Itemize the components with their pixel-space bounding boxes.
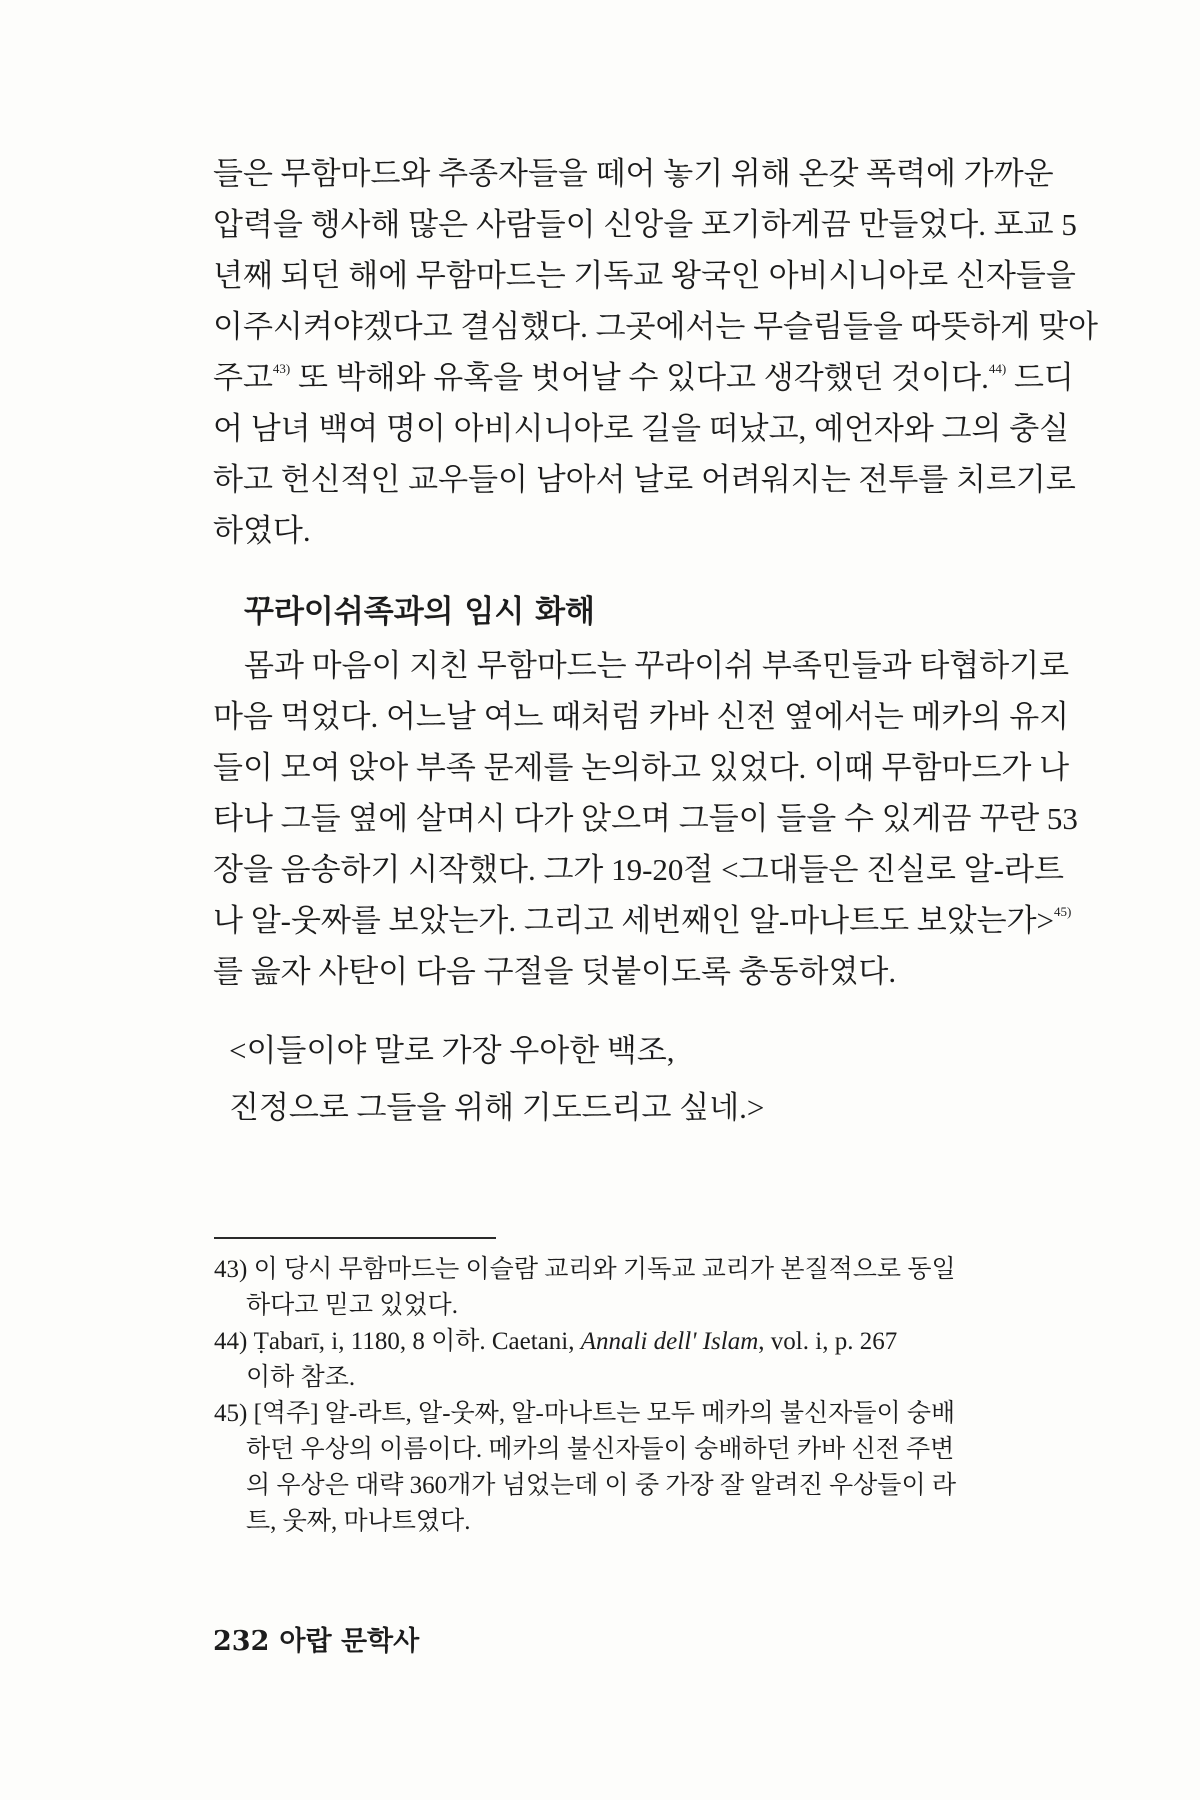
text-line: 하고 헌신적인 교우들이 남아서 날로 어려워지는 전투를 치르기로 bbox=[213, 462, 1076, 497]
text-segment: 또 박해와 유혹을 벗어날 수 있다고 생각했던 것이다. bbox=[290, 360, 989, 395]
footnote-ref-45[interactable]: 45) bbox=[1054, 904, 1072, 919]
body-paragraph-1 bbox=[213, 148, 1098, 556]
book-title-italic: Annali dell' Islam bbox=[580, 1328, 759, 1355]
running-title: 아랍 문학사 bbox=[279, 1626, 420, 1657]
text-segment: 드디 bbox=[1006, 360, 1074, 395]
text-line: 어 남녀 백여 명이 아비시니아로 길을 떠났고, 예언자와 그의 충실 bbox=[213, 411, 1070, 446]
page-number: 232 bbox=[213, 1626, 270, 1657]
footnote-45 bbox=[214, 1396, 1064, 1540]
footnote-line: 하던 우상의 이름이다. 메카의 불신자들이 숭배하던 카바 신전 주변 bbox=[246, 1436, 955, 1463]
text-line: 장을 음송하기 시작했다. 그가 19-20절 <그대들은 진실로 알-라트 bbox=[213, 852, 1064, 887]
block-quote bbox=[229, 1022, 764, 1136]
footnote-line: 트, 웃짜, 마나트였다. bbox=[246, 1508, 471, 1535]
footnotes bbox=[214, 1252, 1064, 1540]
text-line: 압력을 행사해 많은 사람들이 신앙을 포기하게끔 만들었다. 포교 5 bbox=[213, 207, 1077, 242]
quote-line: 진정으로 그들을 위해 기도드리고 싶네.> bbox=[229, 1090, 765, 1125]
footnote-line: 의 우상은 대략 360개가 넘었는데 이 중 가장 잘 알려진 우상들이 라 bbox=[246, 1472, 957, 1499]
footnote-line: 하다고 믿고 있었다. bbox=[246, 1292, 458, 1319]
text-segment: 나 알-웃짜를 보았는가. 그리고 세번째인 알-마나트도 보았는가> bbox=[213, 903, 1055, 938]
text-line: 마음 먹었다. 어느날 여느 때처럼 카바 신전 옆에서는 메카의 유지 bbox=[213, 699, 1070, 734]
text-line: 들이 모여 앉아 부족 문제를 논의하고 있었다. 이때 무함마드가 나 bbox=[213, 750, 1070, 785]
page-footer bbox=[213, 1619, 429, 1658]
text-line bbox=[213, 895, 1072, 946]
text-line: 몸과 마음이 지친 무함마드는 꾸라이쉬 부족민들과 타협하기로 bbox=[244, 648, 1070, 683]
footnote-line: 43) 이 당시 무함마드는 이슬람 교리와 기독교 교리가 본질적으로 동일 bbox=[214, 1256, 956, 1283]
footnote-43 bbox=[214, 1252, 1064, 1324]
text-line: 년째 되던 해에 무함마드는 기독교 왕국인 아비시니아로 신자들을 bbox=[213, 258, 1076, 293]
footnote-line bbox=[214, 1324, 1064, 1360]
footnote-ref-44[interactable]: 44) bbox=[988, 361, 1007, 376]
text-line: 이주시켜야겠다고 결심했다. 그곳에서는 무슬림들을 따뜻하게 맞아 bbox=[213, 309, 1098, 344]
text-line: 를 읊자 사탄이 다음 구절을 덧붙이도록 충동하였다. bbox=[213, 954, 897, 989]
footnote-44 bbox=[214, 1324, 1064, 1396]
text-segment: 44) Ṭabarī, i, 1180, 8 이하. Caetani, bbox=[214, 1328, 581, 1355]
body-paragraph-2 bbox=[213, 640, 1078, 997]
section-heading: 꾸라이쉬족과의 임시 화해 bbox=[244, 594, 595, 630]
quote-line: <이들이야 말로 가장 우아한 백조, bbox=[229, 1033, 675, 1068]
footnote-line: 45) [역주] 알-라트, 알-웃짜, 알-마나트는 모두 메카의 불신자들이 숭배 bbox=[214, 1400, 956, 1427]
text-line bbox=[213, 352, 1074, 403]
footnote-line: 이하 참조. bbox=[246, 1364, 356, 1391]
text-segment: 주고 bbox=[213, 360, 273, 395]
footnote-divider bbox=[214, 1237, 496, 1239]
footnote-ref-43[interactable]: 43) bbox=[272, 361, 291, 376]
text-line: 타나 그들 옆에 살며시 다가 앉으며 그들이 들을 수 있게끔 꾸란 53 bbox=[213, 801, 1078, 836]
text-segment: , vol. i, p. 267 bbox=[758, 1328, 898, 1355]
text-line: 들은 무함마드와 추종자들을 떼어 놓기 위해 온갖 폭력에 가까운 bbox=[213, 156, 1054, 191]
text-line: 하였다. bbox=[213, 513, 311, 548]
